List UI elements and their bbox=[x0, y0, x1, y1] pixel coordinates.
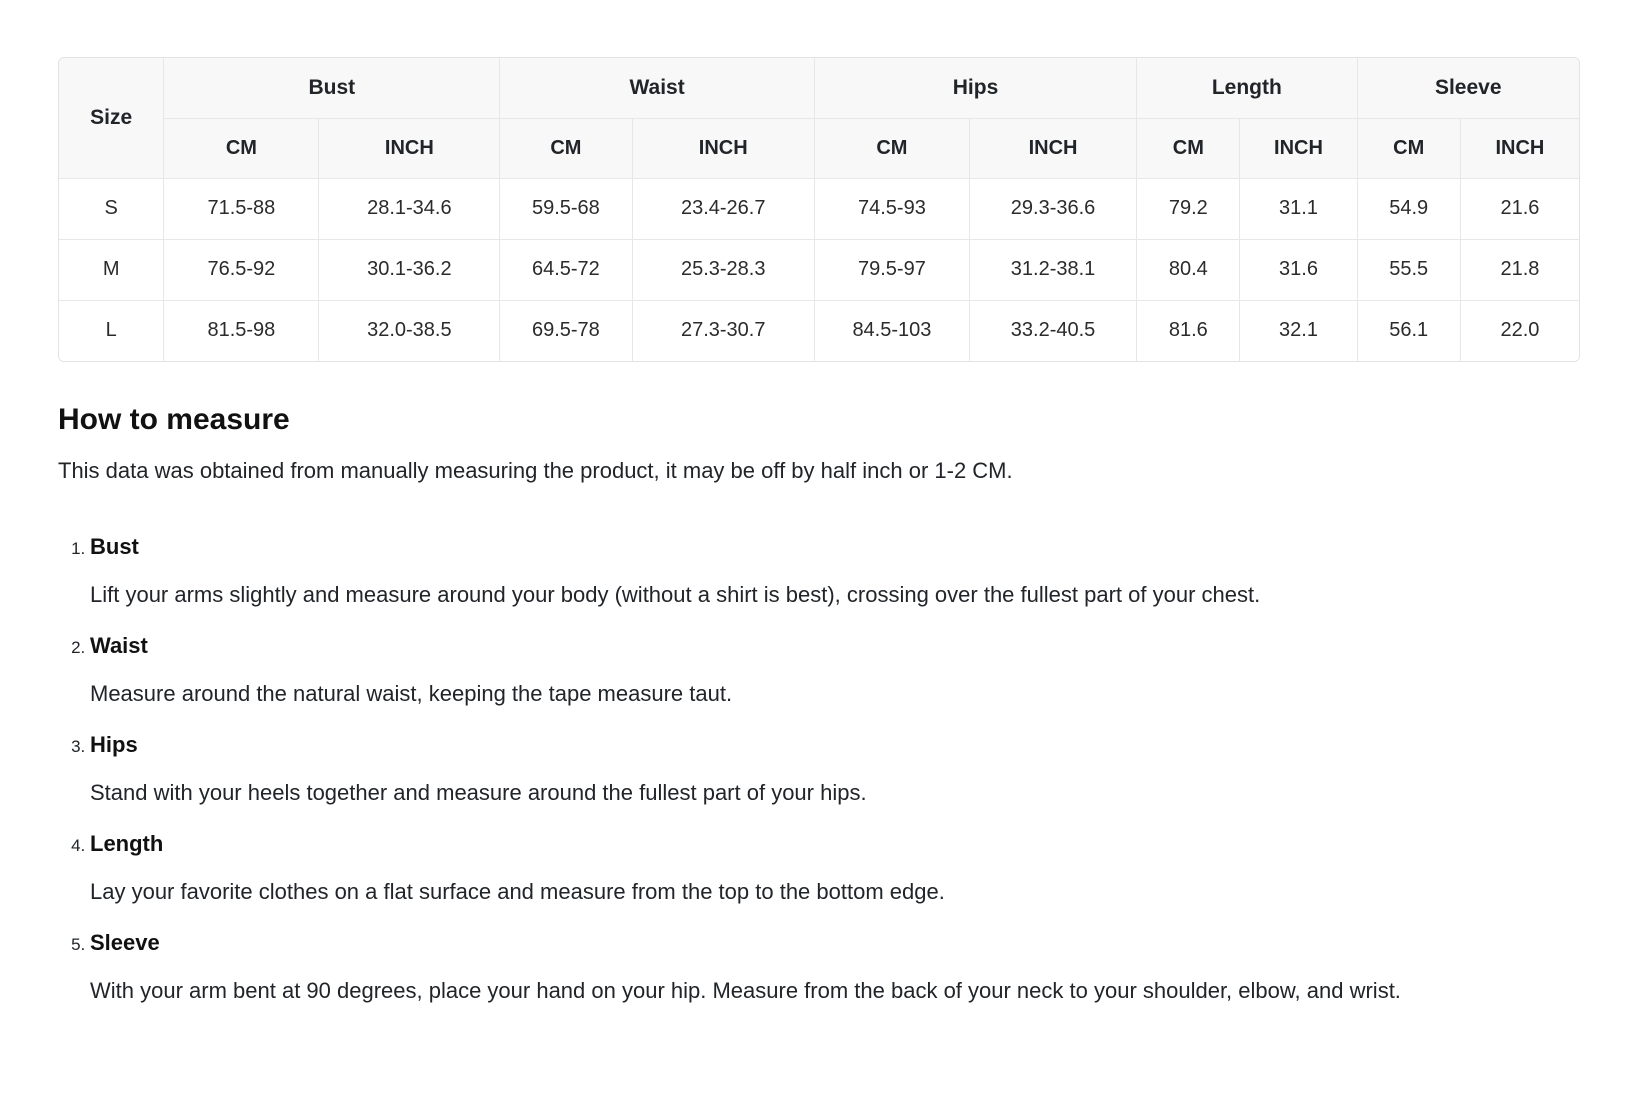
waist-cm-cell: 69.5-78 bbox=[500, 300, 632, 361]
length-cm-cell: 81.6 bbox=[1137, 300, 1240, 361]
measure-steps-list bbox=[58, 533, 1580, 1009]
waist-cm-cell: 64.5-72 bbox=[500, 239, 632, 300]
sleeve-inch-cell: 22.0 bbox=[1460, 300, 1579, 361]
unit-header-bust-cm: CM bbox=[164, 118, 319, 178]
sleeve-inch-cell: 21.8 bbox=[1460, 239, 1579, 300]
step-description: Measure around the natural waist, keeping the tape measure taut. bbox=[90, 681, 733, 706]
unit-header-hips-cm: CM bbox=[814, 118, 969, 178]
unit-header-sleeve-inch: INCH bbox=[1460, 118, 1579, 178]
length-inch-cell: 32.1 bbox=[1240, 300, 1357, 361]
unit-header-bust-inch: INCH bbox=[319, 118, 500, 178]
size-chart bbox=[58, 57, 1580, 362]
sleeve-cm-cell: 55.5 bbox=[1357, 239, 1460, 300]
waist-inch-cell: 27.3-30.7 bbox=[632, 300, 814, 361]
sleeve-cm-cell: 54.9 bbox=[1357, 178, 1460, 239]
unit-header-length-inch: INCH bbox=[1240, 118, 1357, 178]
step-term: 4. Length bbox=[90, 831, 164, 856]
unit-header-sleeve-cm: CM bbox=[1357, 118, 1460, 178]
hips-inch-cell: 31.2-38.1 bbox=[969, 239, 1136, 300]
size-chart-table bbox=[59, 58, 1579, 361]
unit-header-length-cm: CM bbox=[1137, 118, 1240, 178]
sleeve-inch-cell: 21.6 bbox=[1460, 178, 1579, 239]
unit-header-waist-inch: INCH bbox=[632, 118, 814, 178]
bust-inch-cell: 28.1-34.6 bbox=[319, 178, 500, 239]
column-group-length: Length bbox=[1137, 58, 1357, 118]
measure-step-length bbox=[90, 830, 1580, 910]
sleeve-cm-cell: 56.1 bbox=[1357, 300, 1460, 361]
bust-cm-cell: 81.5-98 bbox=[164, 300, 319, 361]
measure-step-waist bbox=[90, 632, 1580, 712]
step-term: 5. Sleeve bbox=[90, 930, 160, 955]
waist-inch-cell: 23.4-26.7 bbox=[632, 178, 814, 239]
measure-step-bust bbox=[90, 533, 1580, 613]
hips-cm-cell: 84.5-103 bbox=[814, 300, 969, 361]
step-description: Lay your favorite clothes on a flat surface and measure from the top to the bottom edge. bbox=[90, 879, 945, 904]
waist-inch-cell: 25.3-28.3 bbox=[632, 239, 814, 300]
bust-inch-cell: 30.1-36.2 bbox=[319, 239, 500, 300]
column-header-size: Size bbox=[59, 58, 164, 178]
step-term: 1. Bust bbox=[90, 534, 139, 559]
length-inch-cell: 31.6 bbox=[1240, 239, 1357, 300]
column-group-sleeve: Sleeve bbox=[1357, 58, 1579, 118]
length-inch-cell: 31.1 bbox=[1240, 178, 1357, 239]
step-term: 2. Waist bbox=[90, 633, 148, 658]
step-description: Lift your arms slightly and measure around your body (without a shirt is best), crossing over the fullest part of your chest. bbox=[90, 582, 1261, 607]
table-row-size-m bbox=[59, 239, 1579, 300]
table-row-size-s bbox=[59, 178, 1579, 239]
size-cell: S bbox=[59, 178, 164, 239]
size-cell: M bbox=[59, 239, 164, 300]
bust-cm-cell: 76.5-92 bbox=[164, 239, 319, 300]
length-cm-cell: 79.2 bbox=[1137, 178, 1240, 239]
waist-cm-cell: 59.5-68 bbox=[500, 178, 632, 239]
table-row-size-l bbox=[59, 300, 1579, 361]
measure-step-hips bbox=[90, 731, 1580, 811]
bust-inch-cell: 32.0-38.5 bbox=[319, 300, 500, 361]
hips-cm-cell: 79.5-97 bbox=[814, 239, 969, 300]
how-to-measure-intro: This data was obtained from manually measuring the product, it may be off by half inch or 1-2 CM. bbox=[58, 458, 1013, 483]
measure-step-sleeve bbox=[90, 929, 1580, 1009]
step-term: 3. Hips bbox=[90, 732, 138, 757]
column-group-bust: Bust bbox=[164, 58, 500, 118]
hips-inch-cell: 29.3-36.6 bbox=[969, 178, 1136, 239]
unit-header-waist-cm: CM bbox=[500, 118, 632, 178]
unit-header-hips-inch: INCH bbox=[969, 118, 1136, 178]
step-description: With your arm bent at 90 degrees, place your hand on your hip. Measure from the back of your neck to your shoulder, elbow, and wrist. bbox=[90, 978, 1401, 1003]
bust-cm-cell: 71.5-88 bbox=[164, 178, 319, 239]
column-group-waist: Waist bbox=[500, 58, 815, 118]
column-group-hips: Hips bbox=[814, 58, 1136, 118]
hips-inch-cell: 33.2-40.5 bbox=[969, 300, 1136, 361]
length-cm-cell: 80.4 bbox=[1137, 239, 1240, 300]
step-description: Stand with your heels together and measure around the fullest part of your hips. bbox=[90, 780, 867, 805]
hips-cm-cell: 74.5-93 bbox=[814, 178, 969, 239]
how-to-measure-title: How to measure bbox=[58, 403, 290, 436]
size-cell: L bbox=[59, 300, 164, 361]
